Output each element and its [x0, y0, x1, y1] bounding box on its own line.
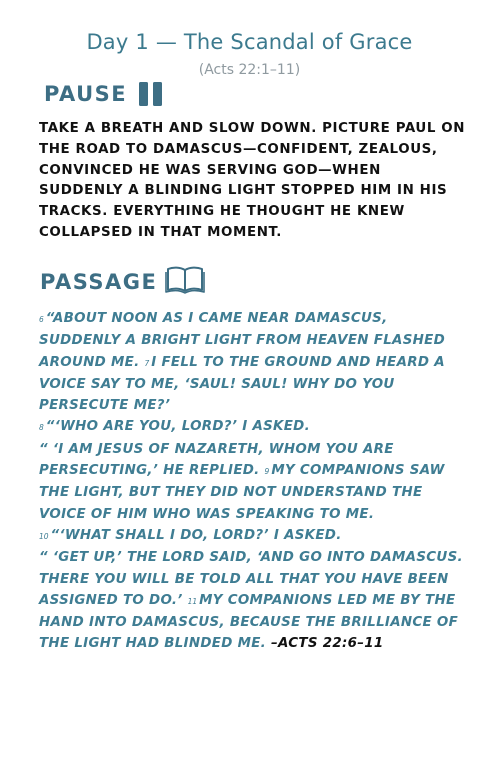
verse-text: “ ‘GET UP,’ THE LORD SAID, ‘AND GO INTO DAMASCUS. THERE YOU WILL BE TOLD ALL THAT YOU HAVE BEEN ASSIGNED TO DO.’ — [39, 550, 463, 608]
pause-label: PAUSE — [44, 82, 128, 106]
verse-number: 10 — [39, 531, 49, 541]
verse-text: I FELL TO THE GROUND AND HEARD A VOICE SAY TO ME, ‘SAUL! SAUL! WHY DO YOU PERSECUTE ME?’ — [39, 354, 445, 414]
verse-text: MY COMPANIONS SAW THE LIGHT, BUT THEY DID NOT UNDERSTAND THE VOICE OF HIM WHO WAS SPEAKING TO ME. — [39, 463, 445, 522]
passage-label: PASSAGE — [40, 269, 158, 294]
page-title: Day 1 — The Scandal of Grace — [86, 30, 413, 54]
passage-heading — [40, 264, 205, 299]
verse-number: 9 — [264, 467, 270, 477]
verse-text: “‘WHAT SHALL I DO, LORD?’ I ASKED. — [50, 527, 342, 543]
open-book-icon — [165, 264, 205, 299]
verse-number: 6 — [39, 315, 44, 324]
pause-heading — [44, 82, 162, 106]
scripture-range: (Acts 22:1–11) — [198, 62, 301, 78]
verse-number: 7 — [144, 358, 150, 368]
passage-reference: –ACTS 22:6–11 — [271, 636, 384, 652]
verse-text: “ ‘I AM JESUS OF NAZARETH, WHOM YOU ARE PERSECUTING,’ HE REPLIED. — [39, 441, 394, 479]
verse-text: “‘WHO ARE YOU, LORD?’ I ASKED. — [45, 419, 310, 435]
pause-text: TAKE A BREATH AND SLOW DOWN. PICTURE PAUL ON THE ROAD TO DAMASCUS—CONFIDENT, ZEALOUS, CONVINCED HE WAS SERVING GOD—WHEN SUDDENLY A BLINDING LIGHT STOPPED HIM IN HIS TRACKS. EVERYTHING HE THOUGHT HE KNEW COLLAPSED IN THAT MOMENT. — [39, 121, 466, 240]
verse-text: MY COMPANIONS LED ME BY THE HAND INTO DAMASCUS, BECAUSE THE BRILLIANCE OF THE LIGHT HAD BLINDED ME. — [39, 592, 459, 652]
verse-number: 8 — [39, 423, 44, 433]
scripture-passage — [39, 308, 469, 655]
verse-text: “ABOUT NOON AS I CAME NEAR DAMASCUS, SUDDENLY A BRIGHT LIGHT FROM HEAVEN FLASHED AROUND ME. — [39, 311, 446, 370]
verse-number: 11 — [187, 596, 198, 606]
pause-icon — [139, 82, 162, 106]
